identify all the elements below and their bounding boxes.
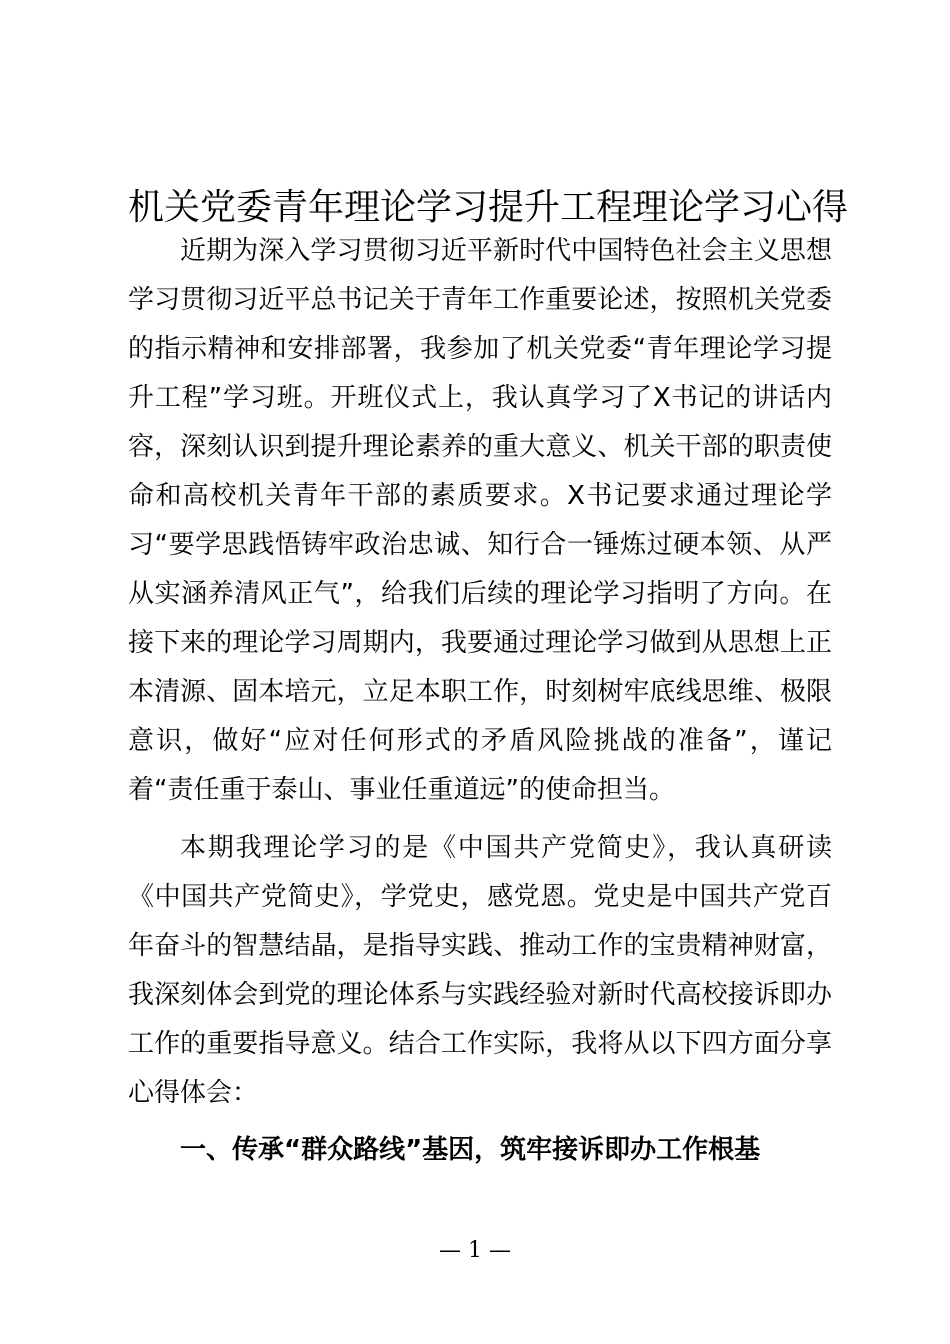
document-title: 机关党委青年理论学习提升工程理论学习心得 (128, 187, 849, 228)
page-number: — 1 — (439, 1238, 511, 1263)
body-paragraph-1: 近期为深入学习贯彻习近平新时代中国特色社会主义思想学习贯彻习近平总书记关于青年工作重要论述，按照机关党委的指示精神和安排部署，我参加了机关党委“青年理论学习提升工程”学习班。开班仪式上，我认真学习了X书记的讲话内容，深刻认识到提升理论素养的重大意义、机关干部的职责使命和高校机关青年干部的素质要求。X书记要求通过理论学习“要学思践悟铸牢政治忠诚、知行合一锤炼过硬本领、从严从实涵养清风正气”，给我们后续的理论学习指明了方向。在接下来的理论学习周期内，我要通过理论学习做到从思想上正本清源、固本培元，立足本职工作，时刻树牢底线思维、极限意识，做好“应对任何形式的矛盾风险挑战的准备”，谨记着“责任重于泰山、事业任重道远”的使命担当。 (128, 236, 832, 805)
body-paragraph-2: 本期我理论学习的是《中国共产党简史》，我认真研读《中国共产党简史》，学党史，感党恩。党史是中国共产党百年奋斗的智慧结晶，是指导实践、推动工作的宝贵精神财富，我深刻体会到党的理论体系与实践经验对新时代高校接诉即办工作的重要指导意义。结合工作实际，我将从以下四方面分享心得体会： (128, 833, 832, 1108)
section-heading-1: 一、传承“群众路线”基因，筑牢接诉即办工作根基 (180, 1135, 761, 1165)
